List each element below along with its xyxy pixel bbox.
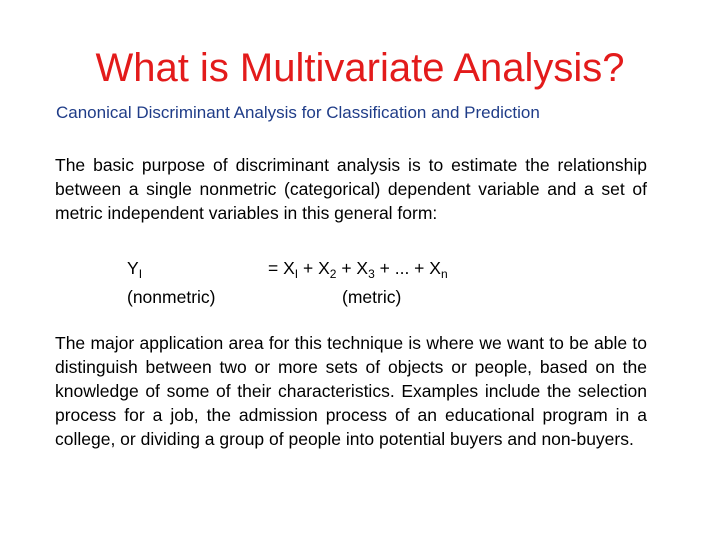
x3-subscript: 3 [368,267,375,281]
paragraph-application: The major application area for this technique is where we want to be able to distinguish between two or more sets of objects or people, based on the knowledge of some of their characteristics. Examples include the selection process for a job, the admission process of an educational program in a college, or dividing a group of people into potential buyers and non-buyers. [55,333,647,449]
paragraph-purpose: The basic purpose of discriminant analysis is to estimate the relationship between a single nonmetric (categorical) dependent variable and a set of metric independent variables in this general form: [55,155,647,223]
equation-y-label: (nonmetric) [127,287,216,307]
x1-variable: X [283,258,295,278]
y-variable: Y [127,258,139,278]
x1-subscript: I [294,267,299,281]
x2-variable: X [318,258,330,278]
x3-variable: X [356,258,369,278]
equation-dependent [127,256,142,280]
y-subscript: I [138,267,143,281]
plus-sign: + [298,258,319,278]
ellipsis: + ... + [374,258,430,278]
xn-variable: X [429,258,441,278]
slide-subtitle: Canonical Discriminant Analysis for Classification and Prediction [56,103,540,122]
plus-sign: + [336,258,357,278]
equation-independent [268,256,448,280]
equation-x-label: (metric) [342,287,402,307]
x2-subscript: 2 [329,267,337,281]
equals-sign: = [268,258,284,278]
slide-title: What is Multivariate Analysis? [95,46,625,90]
xn-subscript: n [440,267,448,281]
